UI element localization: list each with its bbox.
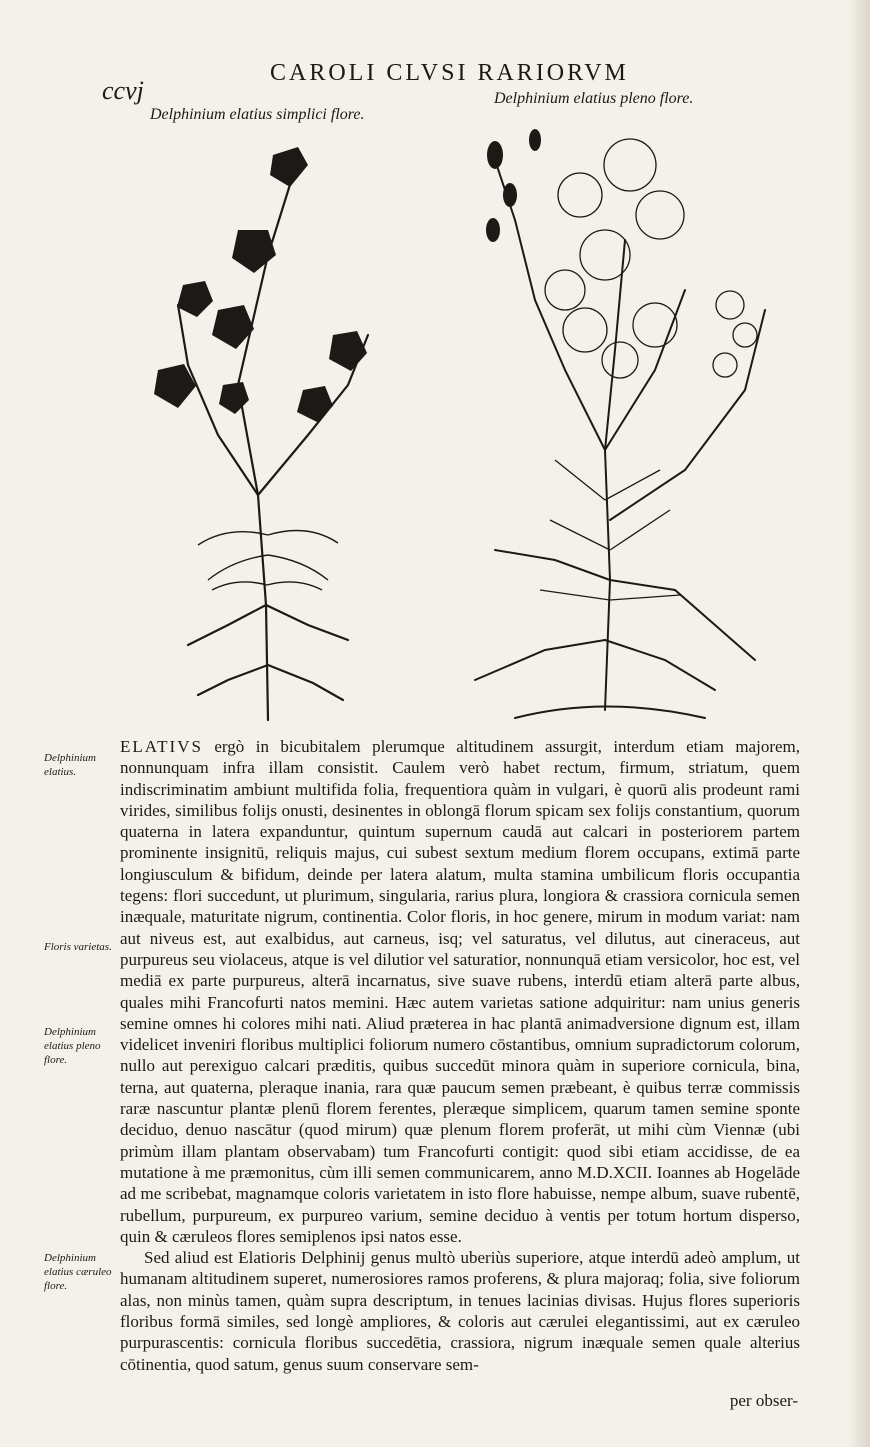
paragraph-2: Sed aliud est Elatioris Delphinij genus multò uberiùs superiore, atque interdū adeò amplum, ut humanam altitudinem superet, numerosiores ramos proferens, & plura majoraq; folia, sive foliorum alas, non minùs tamen, quàm supra descriptum, in tenues lacinias divisas. Hujus flores superioris floribus formā similes, sed longè ampliores, & coloris aut cærulei elegantissimi, aut ex cæruleo purpurascentis: cornicula floribus succedētia, crassiora, nigrum inæquale semen quale alterius cōtinentia, quod satum, genus suum conservare sem- <box>120 1248 800 1374</box>
margin-note-delphinium-elatius: Delphinium elatius. <box>44 752 96 778</box>
paragraph-1-text: ergò in bicubitalem plerumque altitudinem assurgit, interdum etiam majorem, nonnunquam infra illam consistit. Caulem verò habet rectum, firmum, striatum, quem indiscriminatim ambiunt multifida folia, frequentiora quàm in vulgari, è quorū alis prodeunt rami virides, similibus folijs onusti, desinentes in oblongā florum spicam sex folijs constantium, quorum quaterna in latera expanduntur, quintum supernum caudā aut calcari in posteriorem partem prominente insignitū, reliquis majus, cui subest sextum medium florem occupans, extimā parte longiusculum & bifidum, deinde per latera alatum, multa stamina umbilicum floris occupantia tegens: flori succedunt, ut plurimum, singularia, rarius plura, longiora & crassiora cornicula semen inæquale, maturitate nigrum, continentia. Color floris, in hoc genere, mirum in modum variat: nam aut niveus est, aut exalbidus, aut carneus, isq; vel saturatus, vel dilutus, aut cineraceus, aut purpureus seu violaceus, atque is vel dilutior vel saturatior, nonnunquā etiam versicolor, hoc est, vel mediā ex parte purpureus, alterā incarnatus, sive suave rubens, interdū etiam alterā parte albus, quales mihi Francofurti natos memini. Hæc autem varietas satione adquiritur: nam unius generis semine omnes hi colores mihi nati. Aliud præterea in hac plantā animadversione dignum est, illam videlicet inveniri floribus multiplici foliorum numero cōstantibus, omnium supradictorum colorum, nullo aut perexiguo calcari præditis, quibus succedūt minora quàm in superiore cornicula, bina, terna, aut quaterna, pleraque inania, rara quæ paucum semen præbeant, è quibus terræ commissis raræ nascuntur plantæ plenū florem ferentes, pleræque simplicem, quarum tamen semine sponte deciduo, denuo nascātur (quod mirum) quæ plenum florem proferāt, ut mihi cùm Viennæ (ubi primùm illam plantam observabam) tum Francofurti contigit: quod sibi etiam accidisse, de ea mutatione à me præmonitus, cùm illi semen communicarem, anno M.D.XCII. Ioannes ab Hogelāde ad me scribebat, magnamque coloris varietatem in isto flore habuisse, nempe album, suave rubentē, rubellum, purpureum, ex purpureo varium, semine deciduo à ventis per totum hortum disperso, quin & cæruleos flores semiplenos ipsi natos esse. <box>120 737 800 1246</box>
running-title: CAROLI CLVSI RARIORVM <box>270 60 629 86</box>
margin-note-caeruleo-flore: Delphinium elatius cæruleo flore. <box>44 1252 112 1292</box>
margin-note-pleno-flore: Delphinium elatius pleno flore. <box>44 1026 101 1066</box>
figure-caption-left: Delphinium elatius simplici flore. <box>150 106 365 123</box>
facing-page-edge <box>848 0 870 1447</box>
catchword: per obser- <box>729 1391 798 1410</box>
figure-caption-right: Delphinium elatius pleno flore. <box>494 90 694 107</box>
woodcut-delphinium-simple-flower <box>118 135 388 725</box>
margin-note-floris-varietas: Floris varietas. <box>44 941 112 953</box>
paragraph-1 <box>120 736 800 1247</box>
body-text <box>120 736 800 1375</box>
lead-word: ELATIVS <box>120 737 203 756</box>
folio-number: ccvj <box>102 76 144 105</box>
woodcut-delphinium-double-flower <box>455 120 825 725</box>
